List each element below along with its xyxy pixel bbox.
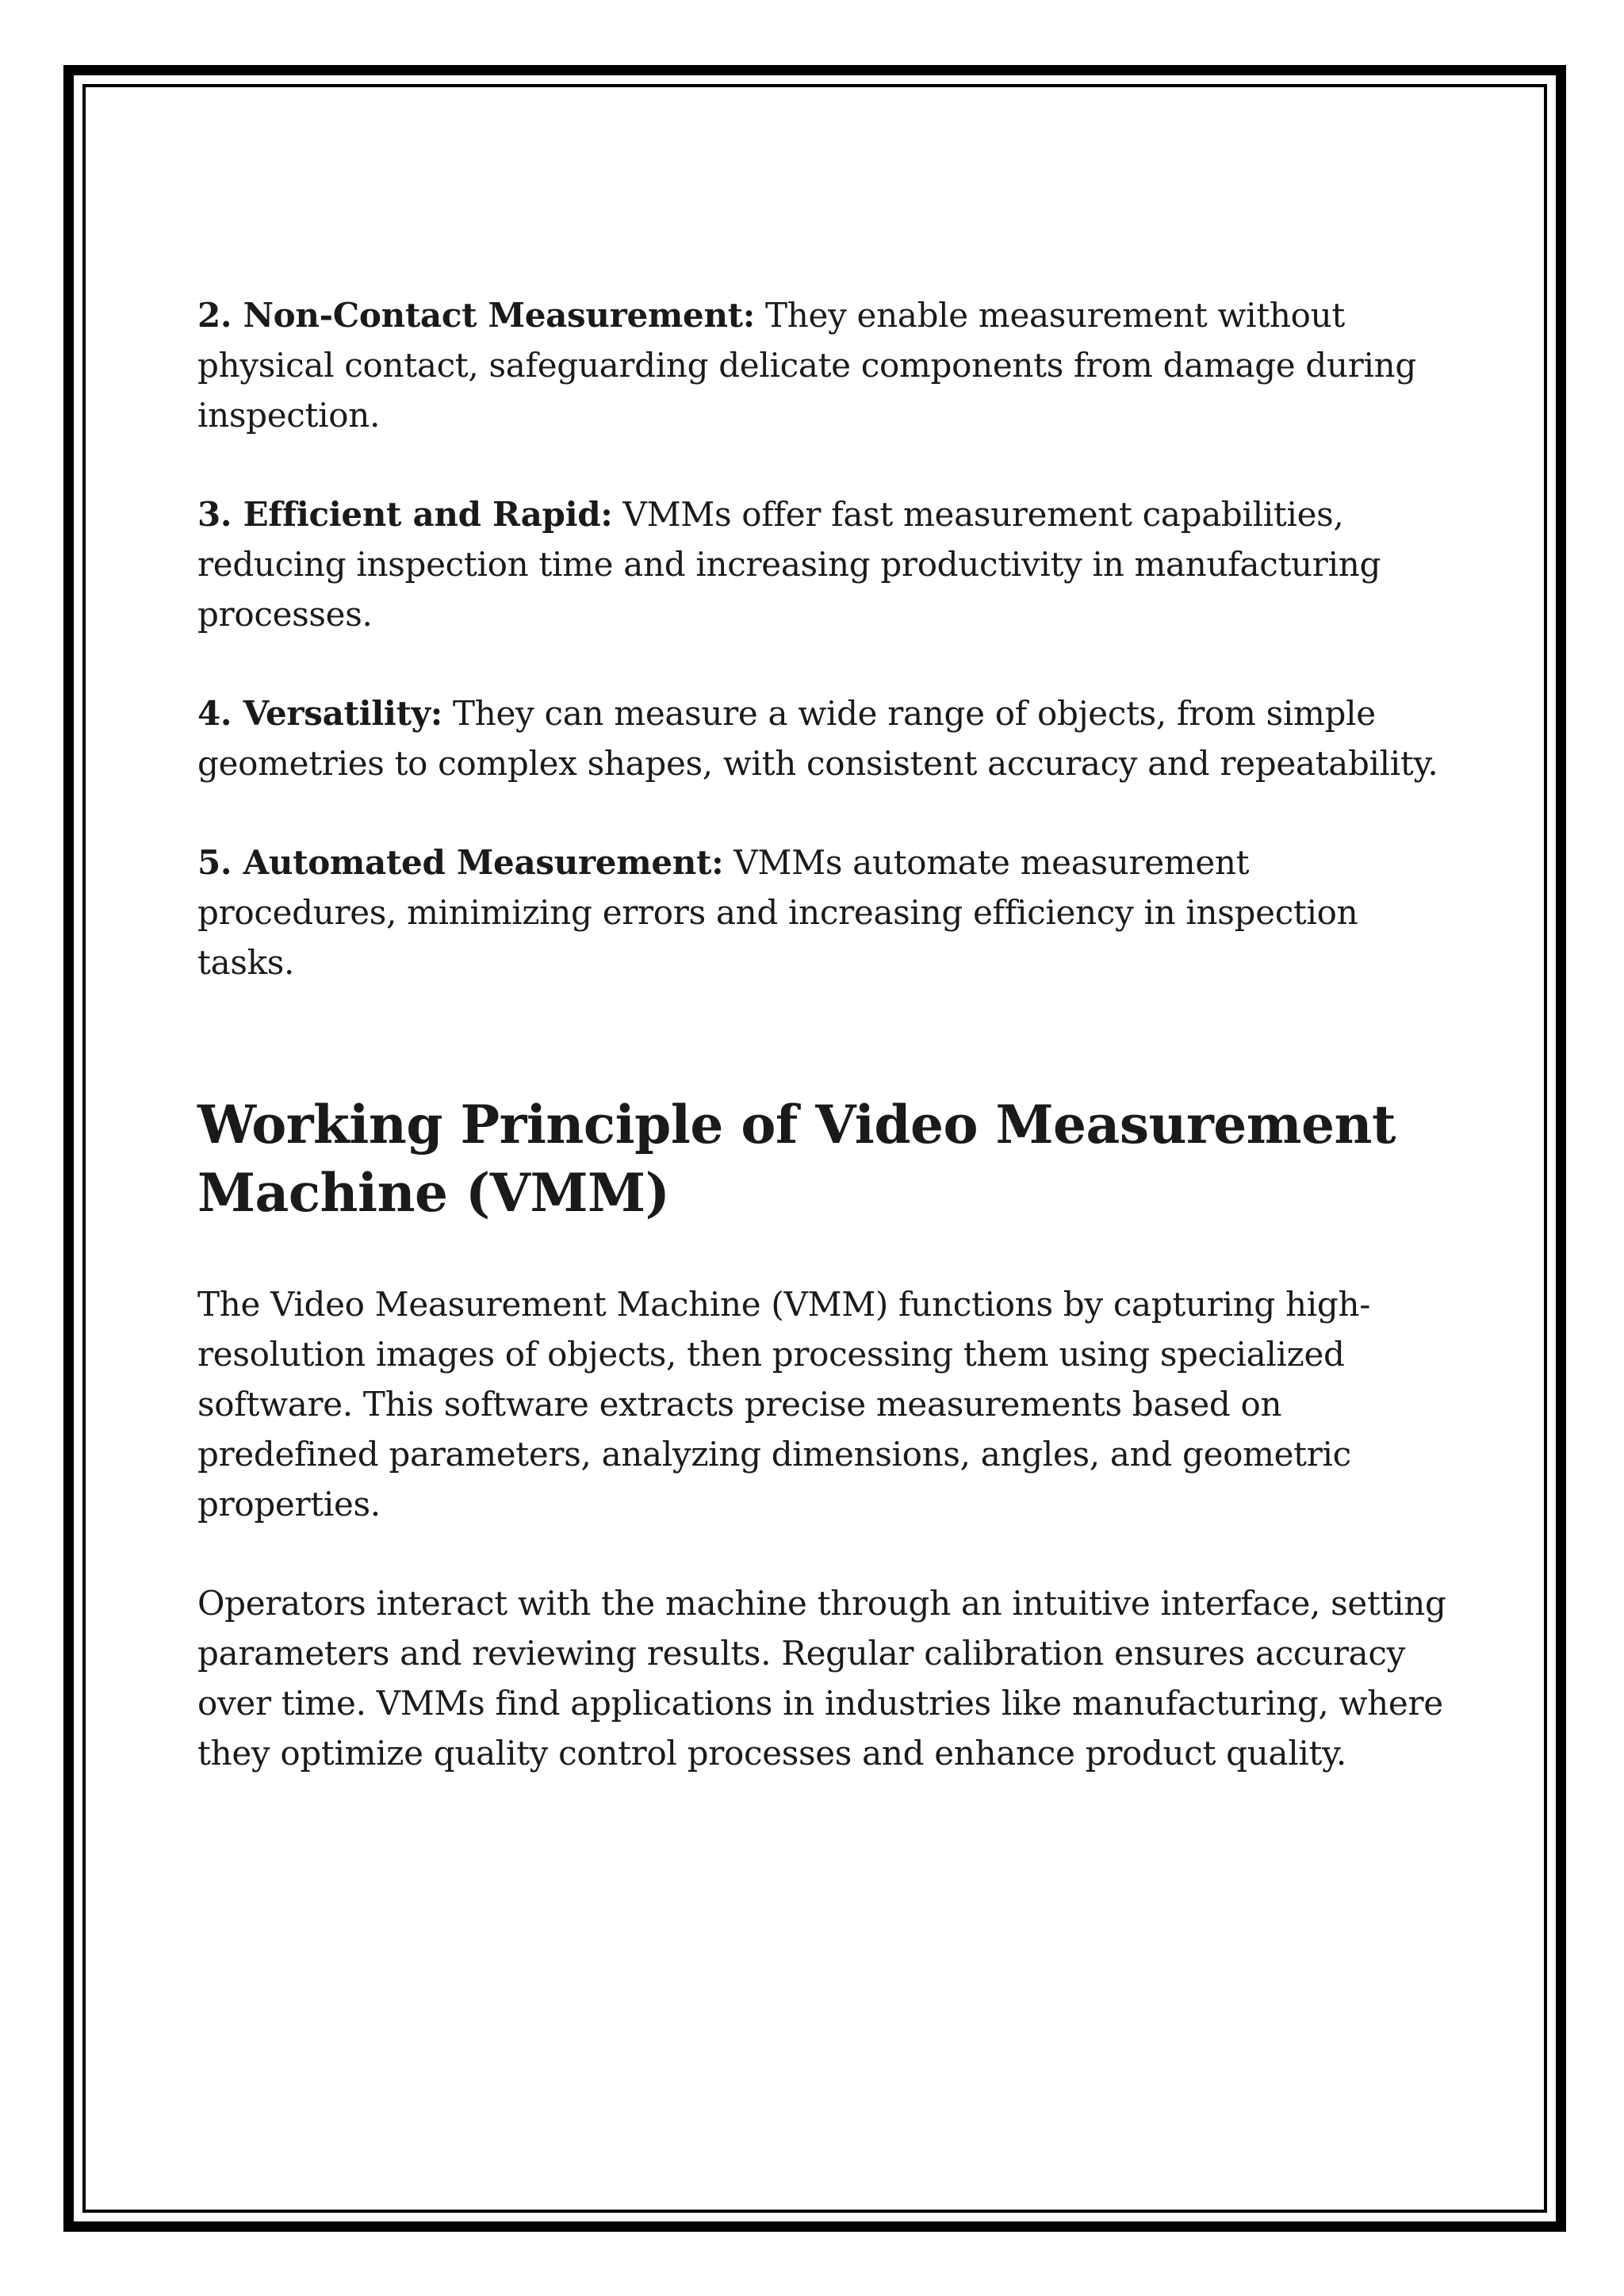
feature-text: They can measure a wide range of objects, from simple geometries to complex shapes, with consistent accuracy and repeatability. [197,694,1438,783]
body-paragraph: Operators interact with the machine through an intuitive interface, setting parameters and reviewing results. Regular calibration ensures accuracy over time. VMMs find applications in industries like manufacturing, where they optimize quality control processes and enhance product quality. [197,1584,1446,1773]
feature-text: VMMs offer fast measurement capabilities, reducing inspection time and increasing productivity in manufacturing processes. [197,495,1381,634]
feature-lead: 5. Automated Measurement: [197,843,724,882]
body-paragraph: The Video Measurement Machine (VMM) functions by capturing high-resolution images of objects, then processing them using specialized software. This software extracts precise measurements based on predefined parameters, analyzing dimensions, angles, and geometric properties. [197,1285,1371,1524]
feature-item-efficient [197,489,1450,639]
feature-text: They enable measurement without physical contact, safeguarding delicate components from damage during inspection. [197,296,1416,435]
section-heading: Working Principle of Video Measurement Machine (VMM) [197,1094,1396,1224]
feature-lead: 2. Non-Contact Measurement: [197,296,755,335]
feature-lead: 3. Efficient and Rapid: [197,495,613,534]
feature-item-versatility [197,688,1450,788]
page-content [197,290,1450,1827]
feature-item-automated [197,838,1450,987]
feature-lead: 4. Versatility: [197,694,442,733]
feature-text: VMMs automate measurement procedures, minimizing errors and increasing efficiency in inspection tasks. [197,843,1358,982]
feature-item-non-contact [197,290,1450,440]
